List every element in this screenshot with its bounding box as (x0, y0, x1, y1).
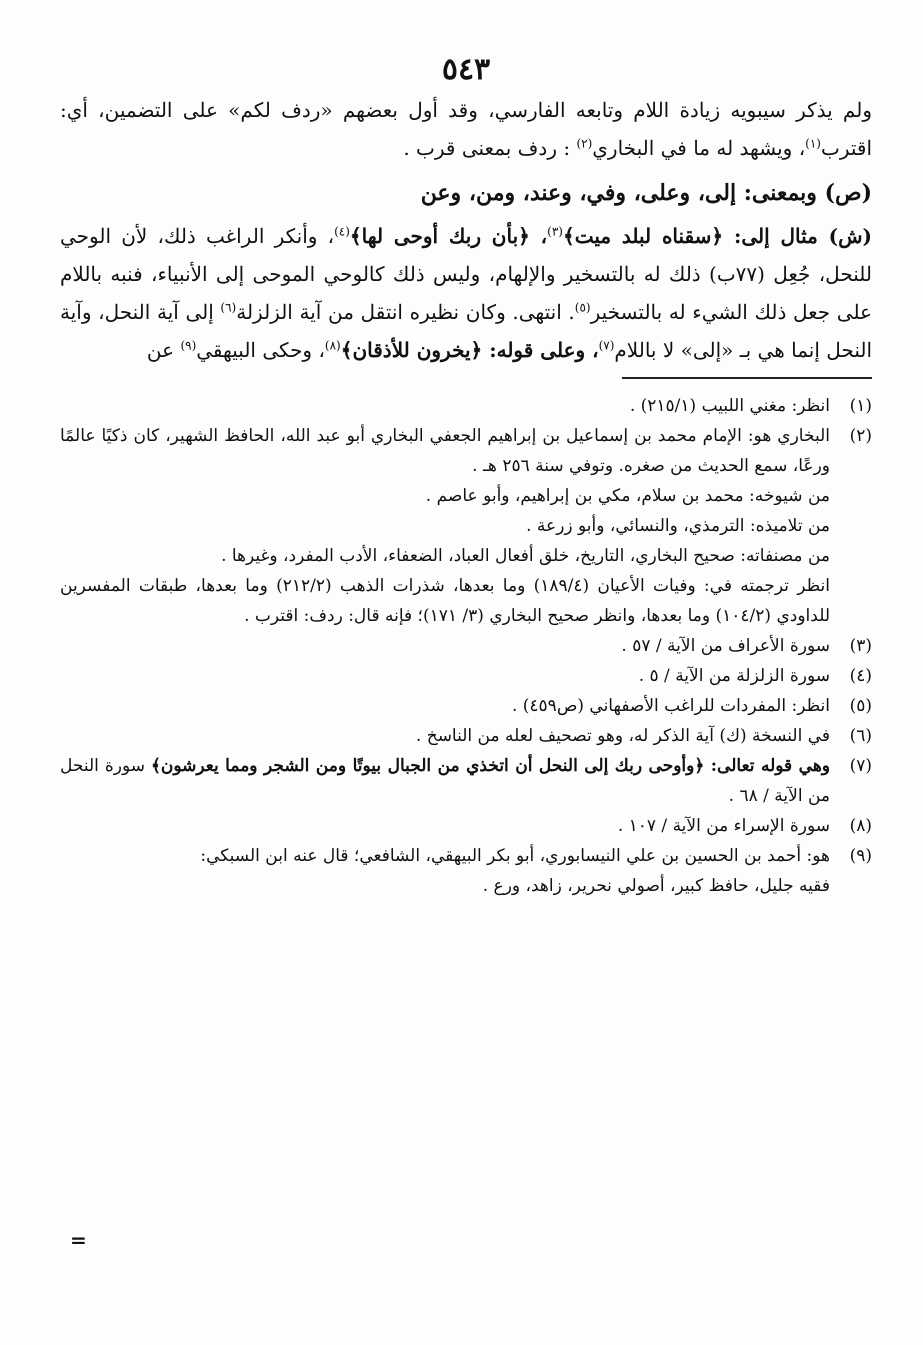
footnote-text: وهي قوله تعالى: (704, 756, 830, 776)
text: ، وعلى قوله: ﴿يخرون للأذقان﴾ (340, 338, 599, 362)
text: ، ويشهد له ما في البخاري (592, 136, 806, 160)
footnote-number: (٨) (849, 816, 872, 836)
text: ، ﴿بأن ربك أوحى لها﴾ (349, 224, 548, 248)
footnote-number: (٤) (849, 666, 872, 686)
footnote-6 (60, 721, 872, 751)
body-paragraph-1 (60, 91, 872, 167)
footnote-ref[interactable]: (٦) (220, 300, 237, 315)
footnote-text: سورة الإسراء من الآية / ١٠٧ . (617, 816, 830, 836)
footnote-4 (60, 661, 872, 691)
footnote-ref[interactable]: (٩) (180, 338, 197, 353)
footnote-text: سورة الزلزلة من الآية / ٥ . (638, 666, 830, 686)
footnote-text: سورة النحل من الآية / ٦٨ . (60, 756, 830, 806)
footnote-2-sources: انظر ترجمته في: وفيات الأعيان (١٨٩/٤) وما بعدها، شذرات الذهب (٢١٢/٢) وما بعدها، طبقات المفسرين للداودي (١٠٤/٢) وما بعدها، وانظر صحيح البخاري (٣/ ١٧١)؛ فإنه قال: ردف: اقترب . (60, 576, 830, 626)
page-number: ٥٤٣ (441, 52, 491, 87)
footnote-number: (٢) (849, 426, 872, 446)
section-heading: (ص) وبمعنى: إلى، وعلى، وفي، وعند، ومن، وعن (420, 180, 872, 206)
footnote-text: في النسخة (ك) آية الذكر له، وهو تصحيف لعله من الناسخ . (415, 726, 830, 746)
footnote-number: (٩) (849, 846, 872, 866)
footnote-ref[interactable]: (٥) (574, 300, 591, 315)
footnote-ref[interactable]: (٨) (324, 338, 341, 353)
text: إلى آية النحل، وآية النحل إنما هي بـ «إلى» لا باللام (60, 300, 872, 362)
footnote-2-students: من تلاميذه: الترمذي، والنسائي، وأبو زرعة . (526, 516, 830, 536)
text: (ش) مثال إلى: ﴿سقناه لبلد ميت﴾ (562, 224, 872, 248)
body-paragraph-2 (60, 217, 872, 369)
text: ، وأنكر الراغب ذلك، لأن الوحي للنحل، جُعِل (٧٧ب) ذلك له بالتسخير والإلهام، وليس ذلك كالوحي الموحى إلى الأنبياء، فنبه باللام على جعل ذلك الشيء له بالتسخير (60, 224, 872, 324)
footnote-ref[interactable]: (٧) (598, 338, 615, 353)
text: : ردف بمعنى قرب . (403, 136, 571, 160)
footnote-9-quote: فقيه جليل، حافظ كبير، أصولي نحرير، زاهد، ورع . (482, 876, 830, 896)
text: . انتهى. وكان نظيره انتقل من آية الزلزلة (236, 300, 575, 324)
footnote-ref[interactable]: (٢) (576, 136, 593, 151)
footnote-number: (٧) (849, 756, 872, 776)
page (60, 52, 872, 901)
footnote-number: (١) (849, 396, 872, 416)
footnote-number: (٦) (849, 726, 872, 746)
footnote-ref[interactable]: (٣) (547, 224, 563, 239)
footnote-5 (60, 691, 872, 721)
footnote-text: البخاري هو: الإمام محمد بن إسماعيل بن إبراهيم الجعفي البخاري أبو عبد الله، الحافظ الشهير، كان ذكيًا عالمًا ورعًا، سمع الحديث من صغره. وتوفي سنة ٢٥٦ هـ . (60, 426, 830, 476)
quran-quote: ﴿وأوحى ربك إلى النحل أن اتخذي من الجبال بيوتًا ومن الشجر ومما يعرشون﴾ (150, 756, 705, 776)
footnote-2-teachers: من شيوخه: محمد بن سلام، مكي بن إبراهيم، وأبو عاصم . (425, 486, 830, 506)
footnote-2 (60, 421, 872, 481)
footnote-text: هو: أحمد بن الحسين بن علي النيسابوري، أبو بكر البيهقي، الشافعي؛ قال عنه ابن السبكي: (200, 846, 830, 866)
text: ولم يذكر سيبويه زيادة اللام وتابعه الفارسي، وقد أول بعضهم «ردف لكم» على التضمين، أي: اقترب (60, 98, 872, 160)
footnote-8 (60, 811, 872, 841)
text: ، وحكى البيهقي (196, 338, 325, 362)
text: عن (146, 338, 181, 362)
footnote-number: (٥) (849, 696, 872, 716)
footnote-divider (622, 377, 872, 379)
footnote-1 (60, 391, 872, 421)
footnote-text: انظر: مغني اللبيب (٢١٥/١) . (629, 396, 830, 416)
footnote-text: سورة الأعراف من الآية / ٥٧ . (621, 636, 830, 656)
footnote-9 (60, 841, 872, 871)
footnote-ref[interactable]: (٤) (334, 224, 350, 239)
footnote-ref[interactable]: (١) (805, 136, 821, 151)
continuation-mark: = (70, 1228, 87, 1252)
footnote-number: (٣) (849, 636, 872, 656)
footnote-text: انظر: المفردات للراغب الأصفهاني (ص٤٥٩) . (511, 696, 830, 716)
footnote-7 (60, 751, 872, 811)
footnote-2-works: من مصنفاته: صحيح البخاري، التاريخ، خلق أفعال العباد، الضعفاء، الأدب المفرد، وغيرها . (221, 546, 830, 566)
footnote-3 (60, 631, 872, 661)
